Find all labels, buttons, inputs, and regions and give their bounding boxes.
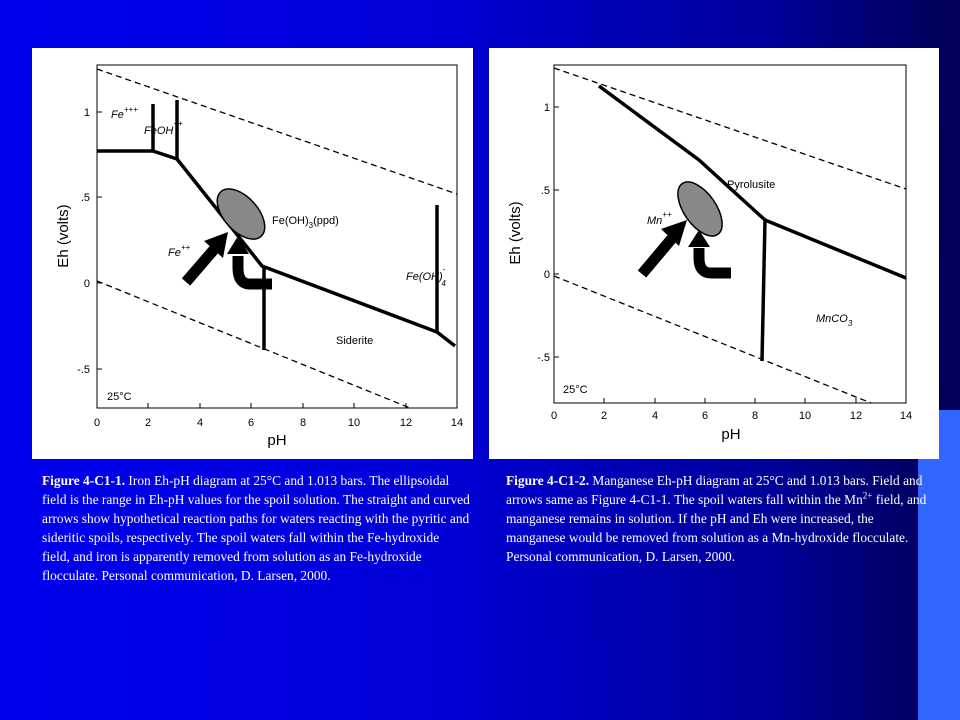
temperature-label: 25°C bbox=[563, 384, 588, 396]
label-mn2: Mn++ bbox=[647, 210, 672, 227]
plot-frame bbox=[97, 65, 457, 408]
x-tick-14: 14 bbox=[450, 417, 464, 429]
caption-body: Iron Eh-pH diagram at 25°C and 1.013 bars. The ellipsoidal field is the range in Eh-pH values for the spoil solution. The straight and curved arrows show hypothetical reaction paths for waters reacting with the pyritic and sideritic spoils, respectively. The spoil waters fall within the Fe-hydroxide field, and iron is apparently removed from solution as an Fe-hydroxide flocculate. Personal communication, D. Larsen, 2000. bbox=[42, 473, 470, 583]
label-fe3: Fe+++ bbox=[111, 105, 138, 121]
y-tick-0: 0 bbox=[543, 269, 550, 281]
x-axis-ticks bbox=[554, 398, 906, 403]
x-tick-8: 8 bbox=[751, 410, 759, 422]
x-tick-2: 2 bbox=[144, 417, 152, 429]
caption-iron-figure bbox=[42, 471, 470, 585]
x-tick-14: 14 bbox=[899, 410, 913, 422]
manganese-eh-ph-diagram bbox=[489, 48, 939, 459]
iron-eh-ph-diagram bbox=[32, 48, 473, 459]
caption-title: Figure 4-C1-1. bbox=[42, 473, 126, 488]
label-fe2: Fe++ bbox=[168, 243, 191, 259]
manganese-diagram-svg bbox=[489, 48, 939, 459]
x-tick-0: 0 bbox=[550, 410, 558, 422]
mnco3-boundary bbox=[762, 220, 765, 361]
label-pyrolusite: Pyrolusite bbox=[727, 179, 776, 191]
straight-arrow bbox=[186, 232, 228, 282]
x-tick-6: 6 bbox=[701, 410, 709, 422]
x-tick-12: 12 bbox=[849, 410, 863, 422]
y-tick-1: 1 bbox=[83, 107, 90, 119]
upper-water-line bbox=[554, 68, 906, 189]
x-tick-4: 4 bbox=[196, 417, 204, 429]
y-axis-ticks bbox=[554, 107, 559, 357]
y-tick-1: 1 bbox=[543, 102, 550, 114]
label-feoh3-ppd: $Fe(OH)_3(ppd)$ bbox=[272, 215, 339, 230]
x-tick-0: 0 bbox=[93, 417, 101, 429]
x-axis-label: pH bbox=[267, 432, 287, 449]
y-tick-0: 0 bbox=[83, 278, 90, 290]
y-tick-neg0-5: -.5 bbox=[537, 352, 550, 364]
label-feoh: FeOH++ bbox=[144, 119, 183, 137]
x-tick-10: 10 bbox=[798, 410, 812, 422]
caption-title: Figure 4-C1-2. bbox=[506, 473, 590, 488]
caption-manganese-figure bbox=[506, 471, 928, 566]
label-siderite: Siderite bbox=[336, 335, 374, 347]
y-tick-neg0-5: -.5 bbox=[77, 364, 90, 376]
y-axis-label: Eh (volts) bbox=[55, 204, 72, 268]
x-tick-8: 8 bbox=[299, 417, 307, 429]
x-tick-2: 2 bbox=[600, 410, 608, 422]
caption-superscript: 2+ bbox=[862, 490, 873, 501]
y-axis-label: Eh (volts) bbox=[507, 201, 524, 265]
y-tick-0-5: .5 bbox=[540, 185, 550, 197]
x-tick-12: 12 bbox=[399, 417, 413, 429]
x-axis-label: pH bbox=[721, 426, 741, 443]
caption-body-part2: field, and manganese remains in solution. If the pH and Eh were increased, the manganese would be removed from solution as a Mn-hydroxide flocculate. Personal communication, D. Larsen, 2000. bbox=[506, 492, 927, 564]
label-mnco3: MnCO$_3$ bbox=[816, 313, 853, 328]
plot-frame bbox=[554, 65, 906, 403]
x-tick-4: 4 bbox=[651, 410, 659, 422]
x-tick-10: 10 bbox=[347, 417, 361, 429]
straight-arrow bbox=[642, 220, 687, 274]
iron-diagram-svg bbox=[32, 48, 473, 459]
lower-water-line bbox=[554, 276, 871, 403]
x-tick-6: 6 bbox=[247, 417, 255, 429]
label-feoh4: Fe(OH)-4 bbox=[406, 265, 446, 288]
y-tick-0-5: .5 bbox=[80, 192, 90, 204]
temperature-label: 25°C bbox=[107, 391, 132, 403]
caption-body-part1: Manganese Eh-pH diagram at 25°C and 1.013 bars. Field and arrows same as Figure 4-C1-1. The spoil waters fall within the Mn bbox=[506, 473, 923, 507]
